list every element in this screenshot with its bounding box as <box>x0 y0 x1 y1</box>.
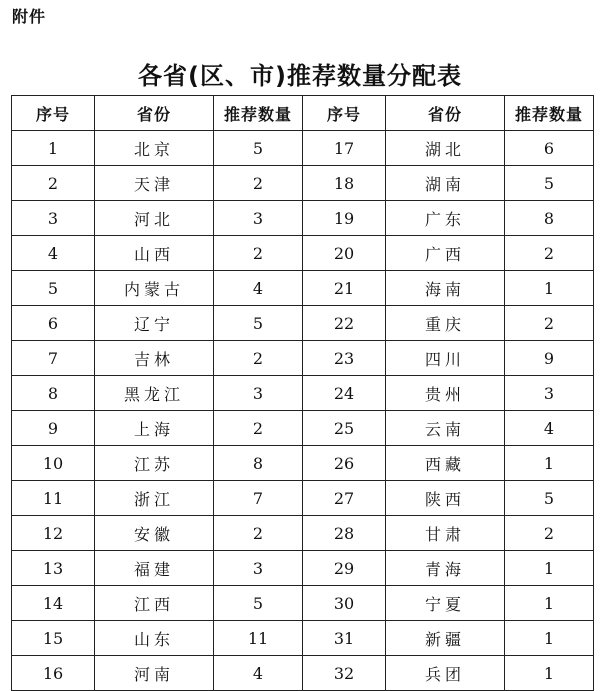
cell-no-right: 27 <box>303 481 386 516</box>
cell-count-left: 4 <box>214 656 303 691</box>
table-row <box>12 236 594 271</box>
cell-no-right: 22 <box>303 306 386 341</box>
cell-province-right: 湖南 <box>386 166 505 201</box>
cell-count-left: 7 <box>214 481 303 516</box>
cell-no-left: 13 <box>12 551 95 586</box>
cell-province-right: 青海 <box>386 551 505 586</box>
header-province-left: 省份 <box>95 96 214 131</box>
cell-province-left: 江苏 <box>95 446 214 481</box>
cell-province-left: 安徽 <box>95 516 214 551</box>
cell-province-left: 山西 <box>95 236 214 271</box>
table-row <box>12 656 594 691</box>
cell-province-right: 重庆 <box>386 306 505 341</box>
cell-count-left: 2 <box>214 516 303 551</box>
cell-count-left: 3 <box>214 376 303 411</box>
page-title: 各省(区、市)推荐数量分配表 <box>138 62 462 90</box>
table-row <box>12 341 594 376</box>
table-row <box>12 376 594 411</box>
cell-count-left: 11 <box>214 621 303 656</box>
table-row <box>12 446 594 481</box>
table-row <box>12 201 594 236</box>
cell-count-left: 2 <box>214 411 303 446</box>
header-count-right: 推荐数量 <box>505 96 594 131</box>
cell-no-right: 17 <box>303 131 386 166</box>
table-row <box>12 271 594 306</box>
cell-province-left: 内蒙古 <box>95 271 214 306</box>
cell-count-right: 8 <box>505 201 594 236</box>
cell-count-right: 1 <box>505 551 594 586</box>
cell-count-left: 2 <box>214 341 303 376</box>
cell-province-right: 广西 <box>386 236 505 271</box>
cell-count-left: 5 <box>214 586 303 621</box>
cell-no-right: 25 <box>303 411 386 446</box>
cell-count-right: 1 <box>505 446 594 481</box>
cell-count-right: 1 <box>505 271 594 306</box>
cell-province-right: 陕西 <box>386 481 505 516</box>
cell-count-right: 1 <box>505 586 594 621</box>
cell-no-left: 7 <box>12 341 95 376</box>
cell-no-right: 32 <box>303 656 386 691</box>
cell-count-right: 1 <box>505 621 594 656</box>
cell-province-right: 西藏 <box>386 446 505 481</box>
cell-no-left: 10 <box>12 446 95 481</box>
cell-no-left: 4 <box>12 236 95 271</box>
cell-province-right: 新疆 <box>386 621 505 656</box>
header-count-left: 推荐数量 <box>214 96 303 131</box>
cell-no-left: 5 <box>12 271 95 306</box>
cell-province-left: 江西 <box>95 586 214 621</box>
table-row <box>12 516 594 551</box>
cell-count-left: 5 <box>214 306 303 341</box>
cell-province-right: 贵州 <box>386 376 505 411</box>
cell-province-left: 北京 <box>95 131 214 166</box>
cell-no-left: 9 <box>12 411 95 446</box>
cell-province-left: 山东 <box>95 621 214 656</box>
cell-no-right: 21 <box>303 271 386 306</box>
cell-no-right: 23 <box>303 341 386 376</box>
cell-count-right: 1 <box>505 656 594 691</box>
cell-no-left: 15 <box>12 621 95 656</box>
cell-no-right: 31 <box>303 621 386 656</box>
cell-province-left: 黑龙江 <box>95 376 214 411</box>
table-row <box>12 481 594 516</box>
cell-count-right: 4 <box>505 411 594 446</box>
cell-count-left: 3 <box>214 551 303 586</box>
cell-count-left: 2 <box>214 236 303 271</box>
cell-no-left: 11 <box>12 481 95 516</box>
cell-count-right: 3 <box>505 376 594 411</box>
cell-province-right: 兵团 <box>386 656 505 691</box>
table-row <box>12 551 594 586</box>
cell-province-right: 甘肃 <box>386 516 505 551</box>
table-row <box>12 586 594 621</box>
cell-count-left: 2 <box>214 166 303 201</box>
header-province-right: 省份 <box>386 96 505 131</box>
cell-no-right: 24 <box>303 376 386 411</box>
cell-province-left: 吉林 <box>95 341 214 376</box>
cell-no-left: 6 <box>12 306 95 341</box>
table-row <box>12 131 594 166</box>
table-body <box>12 131 594 691</box>
cell-no-right: 29 <box>303 551 386 586</box>
header-no-left: 序号 <box>12 96 95 131</box>
table-row <box>12 306 594 341</box>
cell-no-left: 1 <box>12 131 95 166</box>
table-row <box>12 621 594 656</box>
cell-no-right: 30 <box>303 586 386 621</box>
allocation-table <box>11 95 594 691</box>
cell-count-right: 2 <box>505 236 594 271</box>
cell-province-left: 上海 <box>95 411 214 446</box>
header-no-right: 序号 <box>303 96 386 131</box>
cell-province-left: 河南 <box>95 656 214 691</box>
table-header-row <box>12 96 594 131</box>
cell-count-left: 3 <box>214 201 303 236</box>
cell-province-left: 辽宁 <box>95 306 214 341</box>
cell-no-right: 18 <box>303 166 386 201</box>
cell-count-right: 5 <box>505 481 594 516</box>
table-row <box>12 411 594 446</box>
cell-no-left: 8 <box>12 376 95 411</box>
cell-no-right: 19 <box>303 201 386 236</box>
attachment-label: 附件 <box>12 7 47 26</box>
cell-province-right: 湖北 <box>386 131 505 166</box>
cell-count-right: 9 <box>505 341 594 376</box>
cell-count-right: 5 <box>505 166 594 201</box>
cell-count-right: 2 <box>505 306 594 341</box>
table-row <box>12 166 594 201</box>
cell-count-left: 8 <box>214 446 303 481</box>
cell-no-left: 2 <box>12 166 95 201</box>
cell-no-left: 14 <box>12 586 95 621</box>
cell-no-right: 28 <box>303 516 386 551</box>
cell-no-left: 12 <box>12 516 95 551</box>
cell-province-left: 天津 <box>95 166 214 201</box>
cell-province-left: 浙江 <box>95 481 214 516</box>
cell-province-right: 海南 <box>386 271 505 306</box>
cell-no-right: 20 <box>303 236 386 271</box>
cell-no-left: 16 <box>12 656 95 691</box>
cell-count-right: 2 <box>505 516 594 551</box>
cell-province-right: 宁夏 <box>386 586 505 621</box>
cell-no-left: 3 <box>12 201 95 236</box>
cell-province-right: 广东 <box>386 201 505 236</box>
cell-province-left: 河北 <box>95 201 214 236</box>
cell-count-left: 5 <box>214 131 303 166</box>
cell-province-right: 云南 <box>386 411 505 446</box>
cell-count-left: 4 <box>214 271 303 306</box>
cell-count-right: 6 <box>505 131 594 166</box>
cell-province-right: 四川 <box>386 341 505 376</box>
cell-province-left: 福建 <box>95 551 214 586</box>
cell-no-right: 26 <box>303 446 386 481</box>
